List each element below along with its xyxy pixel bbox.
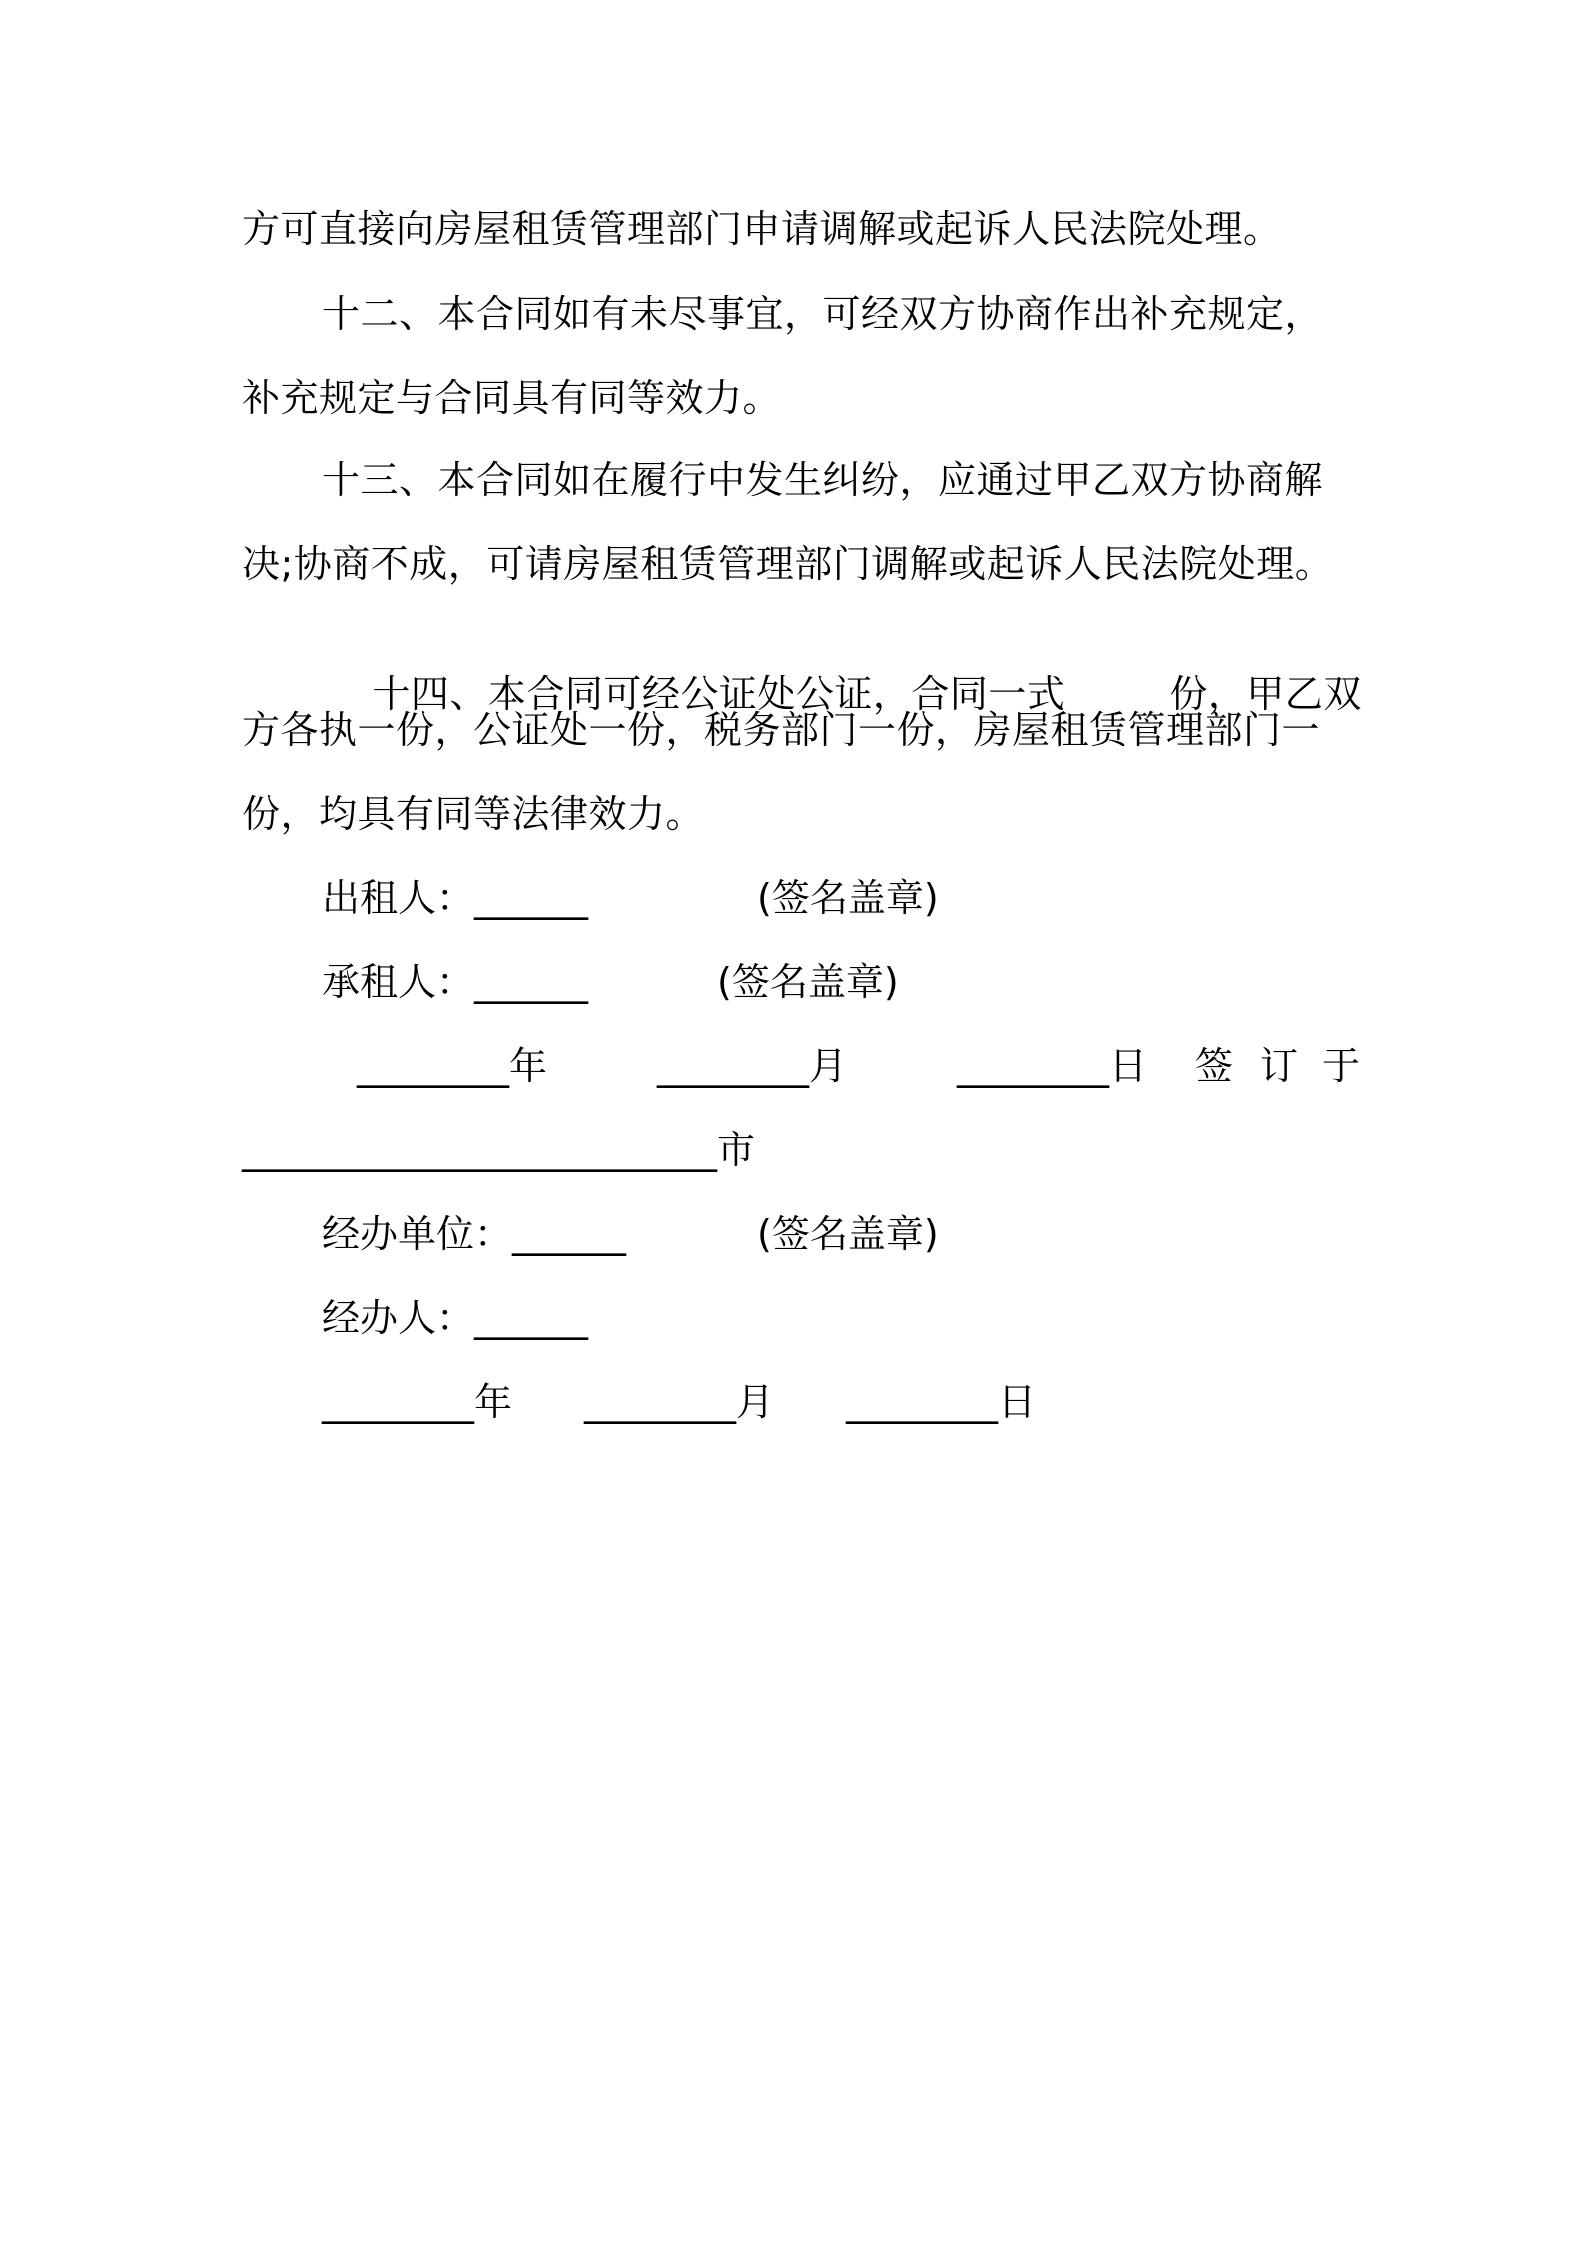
agency-label: 经办单位：______ (322, 1212, 627, 1256)
signed-at-char: 于 (1322, 1044, 1361, 1088)
agent-label: 经办人：______ (322, 1296, 589, 1340)
paragraph-line: 方各执一份，公证处一份，税务部门一份，房屋租赁管理部门一 (242, 708, 1321, 752)
paragraph-line: 方可直接向房屋租赁管理部门申请调解或起诉人民法院处理。 (242, 207, 1282, 251)
lessee-seal: (签名盖章) (717, 960, 899, 1004)
clause-14-line (322, 622, 1362, 716)
clause-13-line: 十三、本合同如在履行中发生纠纷，应通过甲乙双方协商解 (322, 458, 1324, 502)
lessor-seal: (签名盖章) (757, 876, 939, 920)
sign-date-month: ________月 (657, 1044, 848, 1088)
agent-date-month: ________月 (584, 1380, 775, 1424)
paragraph-line: 补充规定与合同具有同等效力。 (242, 376, 782, 420)
signed-at-char: 订 (1260, 1044, 1299, 1088)
sign-date-day: ________日 (957, 1044, 1148, 1088)
sign-date-year: ________年 (357, 1044, 548, 1088)
paragraph-line: 决;协商不成，可请房屋租赁管理部门调解或起诉人民法院处理。 (242, 542, 1334, 586)
lessee-label: 承租人：______ (322, 960, 589, 1004)
agent-date-day: ________日 (846, 1380, 1037, 1424)
clause-14-text-b: 份，甲乙双 (1169, 672, 1362, 716)
clause-12-line: 十二、本合同如有未尽事宜，可经双方协商作出补充规定， (322, 292, 1324, 336)
agent-date-year: ________年 (322, 1380, 513, 1424)
lessor-label: 出租人：______ (322, 876, 589, 920)
agency-seal: (签名盖章) (757, 1212, 939, 1256)
signed-at-char: 签 (1195, 1044, 1234, 1088)
clause-14-text-a: 十四、本合同可经公证处公证，合同一式 (372, 672, 1066, 716)
paragraph-line: 份，均具有同等法律效力。 (242, 792, 705, 836)
city-line: _________________________市 (242, 1128, 756, 1172)
